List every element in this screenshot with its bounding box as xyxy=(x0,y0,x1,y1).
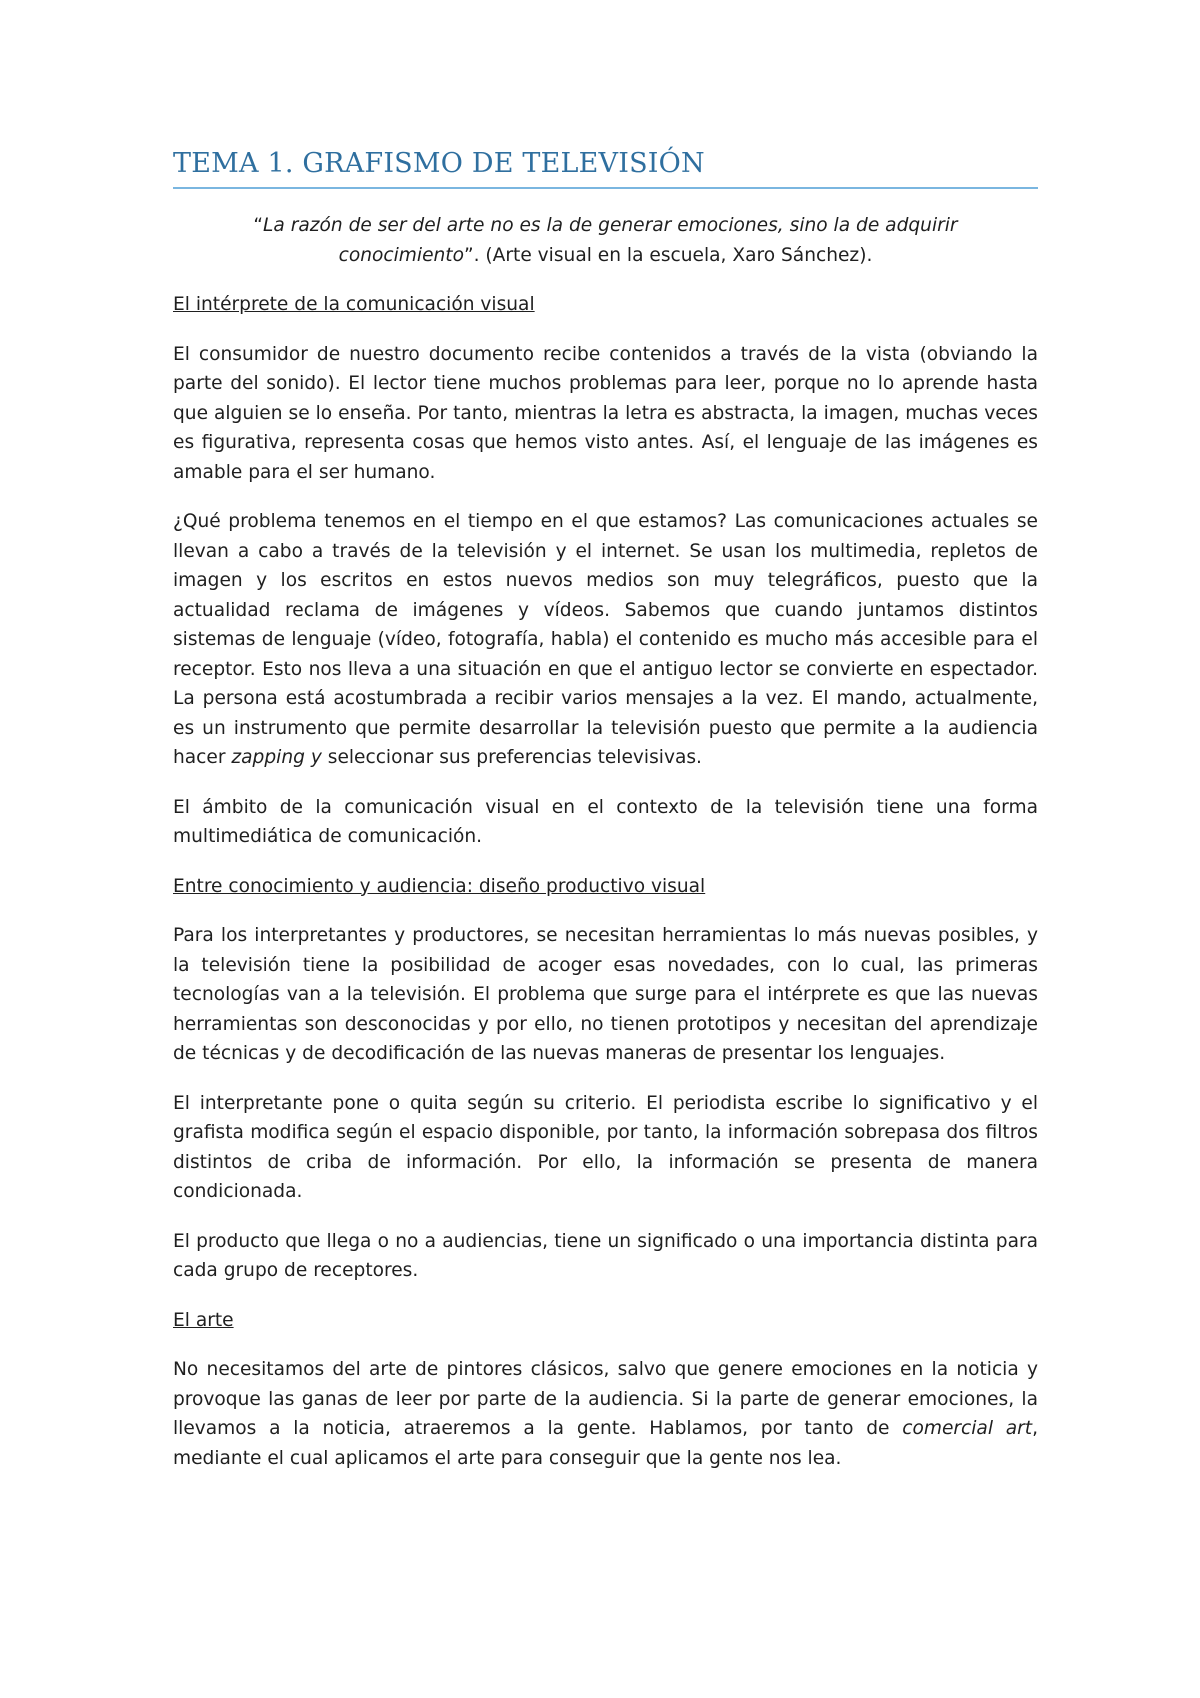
paragraph-text: , mediante el cual aplicamos el arte para conseguir que la gente nos lea. xyxy=(173,1418,1038,1469)
section-heading-arte: El arte xyxy=(173,1309,234,1331)
section-heading-conocimiento: Entre conocimiento y audiencia: diseño productivo visual xyxy=(173,875,706,897)
paragraph-italic-text: zapping y xyxy=(231,747,322,768)
paragraph-text: ¿Qué problema tenemos en el tiempo en el que estamos? Las comunicaciones actuales se llevan a cabo a través de la televisión y el internet. Se usan los multimedia, repletos de imagen y los escritos en estos nuevos medios son muy telegráficos, puesto que la actualidad reclama de imágenes y vídeos. Sabemos que cuando juntamos distintos sistemas de lenguaje (vídeo, fotografía, habla) el contenido es mucho más accesible para el receptor. Esto nos lleva a una situación en que el antiguo lector se convierte en espectador. La persona está acostumbrada a recibir varios mensajes a la vez. El mando, actualmente, es un instrumento que permite desarrollar la televisión puesto que permite a la audiencia hacer xyxy=(173,511,1038,768)
quote-open-mark: “ xyxy=(253,215,264,236)
paragraph: El producto que llega o no a audiencias, tiene un significado o una importancia distinta para cada grupo de receptores. xyxy=(173,1230,1038,1281)
paragraph xyxy=(173,507,1038,773)
quote-attribution: ”. (Arte visual en la escuela, Xaro Sánchez). xyxy=(463,244,873,266)
paragraph: El consumidor de nuestro documento recibe contenidos a través de la vista (obviando la parte del sonido). El lector tiene muchos problemas para leer, porque no lo aprende hasta que alguien se lo enseña. Por tanto, mientras la letra es abstracta, la imagen, muchas veces es figurativa, representa cosas que hemos visto antes. Así, el lenguaje de las imágenes es amable para el ser humano. xyxy=(173,343,1038,483)
paragraph: El ámbito de la comunicación visual en el contexto de la televisión tiene una forma multimediática de comunicación. xyxy=(173,796,1038,847)
paragraph: El interpretante pone o quita según su criterio. El periodista escribe lo significativo y el grafista modifica según el espacio disponible, por tanto, la información sobrepasa dos filtros distintos de criba de información. Por ello, la información se presenta de manera condicionada. xyxy=(173,1092,1038,1202)
paragraph xyxy=(173,1355,1038,1473)
epigraph-quote xyxy=(173,211,1038,270)
paragraph: Para los interpretantes y productores, se necesitan herramientas lo más nuevas posibles, y la televisión tiene la posibilidad de acoger esas novedades, con lo cual, las primeras tecnologías van a la televisión. El problema que surge para el intérprete es que las nuevas herramientas son desconocidas y por ello, no tienen prototipos y necesitan del aprendizaje de técnicas y de decodificación de las nuevas maneras de presentar los lenguajes. xyxy=(173,925,1038,1064)
document-page xyxy=(173,148,1038,1473)
paragraph-text: seleccionar sus preferencias televisivas. xyxy=(321,747,702,768)
quote-italic-text: La razón de ser del arte no es la de generar emociones, sino la de adquirir conocimiento xyxy=(263,215,958,266)
section-heading-interprete: El intérprete de la comunicación visual xyxy=(173,294,535,315)
paragraph-text: No necesitamos del arte de pintores clásicos, salvo que genere emociones en la noticia y provoque las ganas de leer por parte de la audiencia. Si la parte de generar emociones, la llevamos a la noticia, atraeremos a la gente. Hablamos, por tanto de xyxy=(173,1359,1038,1439)
page-title: TEMA 1. GRAFISMO DE TELEVISIÓN xyxy=(173,148,1038,189)
paragraph-italic-text: comercial art xyxy=(902,1418,1033,1439)
